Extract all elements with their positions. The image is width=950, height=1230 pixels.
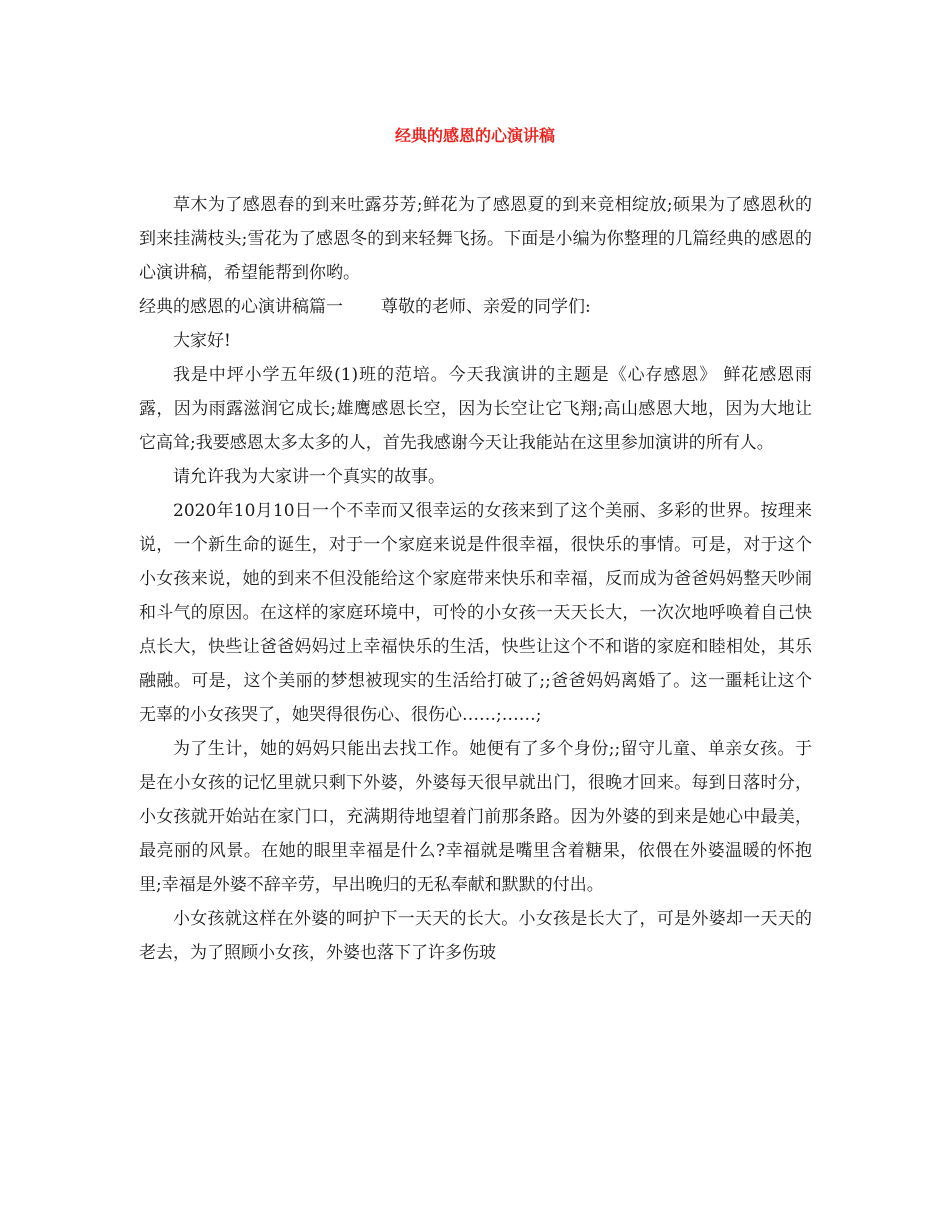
- section-heading-line: [139, 290, 812, 324]
- body-paragraph: 2020年10月10日一个不幸而又很幸运的女孩来到了这个美丽、多彩的世界。按理来说，一个新生命的诞生，对于一个家庭来说是件很幸福，很快乐的事情。可是，对于这个小女孩来说，她的到来不但没能给这个家庭带来快乐和幸福，反而成为爸爸妈妈整天吵闹和斗气的原因。在这样的家庭环境中，可怜的小女孩一天天长大，一次次地呼唤着自己快点长大，快些让爸爸妈妈过上幸福快乐的生活，快些让这个不和谐的家庭和睦相处，其乐融融。可是，这个美丽的梦想被现实的生活给打破了;;爸爸妈妈离婚了。这一噩耗让这个无辜的小女孩哭了，她哭得很伤心、很伤心……;……;: [139, 501, 812, 725]
- body-paragraph: 为了生计，她的妈妈只能出去找工作。她便有了多个身份;;留守儿童、单亲女孩。于是在小女孩的记忆里就只剩下外婆，外婆每天很早就出门，很晚才回来。每到日落时分，小女孩就开始站在家门口，充满期待地望着门前那条路。因为外婆的到来是她心中最美，最亮丽的风景。在她的眼里幸福是什么?幸福就是嘴里含着糖果，依偎在外婆温暖的怀抱里;幸福是外婆不辞辛劳，早出晚归的无私奉献和默默的付出。: [139, 739, 812, 895]
- body-paragraph: 小女孩就这样在外婆的呵护下一天天的长大。小女孩是长大了，可是外婆却一天天的老去，为了照顾小女孩，外婆也落下了许多伤玻: [139, 909, 812, 963]
- document-body: [139, 188, 812, 970]
- salutation: 尊敬的老师、亲爱的同学们:: [381, 297, 591, 317]
- greeting: 大家好!: [173, 331, 231, 351]
- document-title: 经典的感恩的心演讲稿: [394, 126, 555, 145]
- body-paragraph: 请允许我为大家讲一个真实的故事。: [173, 467, 445, 487]
- body-paragraph: 我是中坪小学五年级(1)班的范培。今天我演讲的主题是《心存感恩》 鲜花感恩雨露，因为雨露滋润它成长;雄鹰感恩长空，因为长空让它飞翔;高山感恩大地，因为大地让它高耸;我要感恩太多太多的人，首先我感谢今天让我能站在这里参加演讲的所有人。: [139, 365, 812, 453]
- intro-paragraph: 草木为了感恩春的到来吐露芬芳;鲜花为了感恩夏的到来竞相绽放;硕果为了感恩秋的到来挂满枝头;雪花为了感恩冬的到来轻舞飞扬。下面是小编为你整理的几篇经典的感恩的心演讲稿，希望能帮到你哟。: [139, 195, 812, 283]
- section-heading: 经典的感恩的心演讲稿篇一: [139, 297, 343, 317]
